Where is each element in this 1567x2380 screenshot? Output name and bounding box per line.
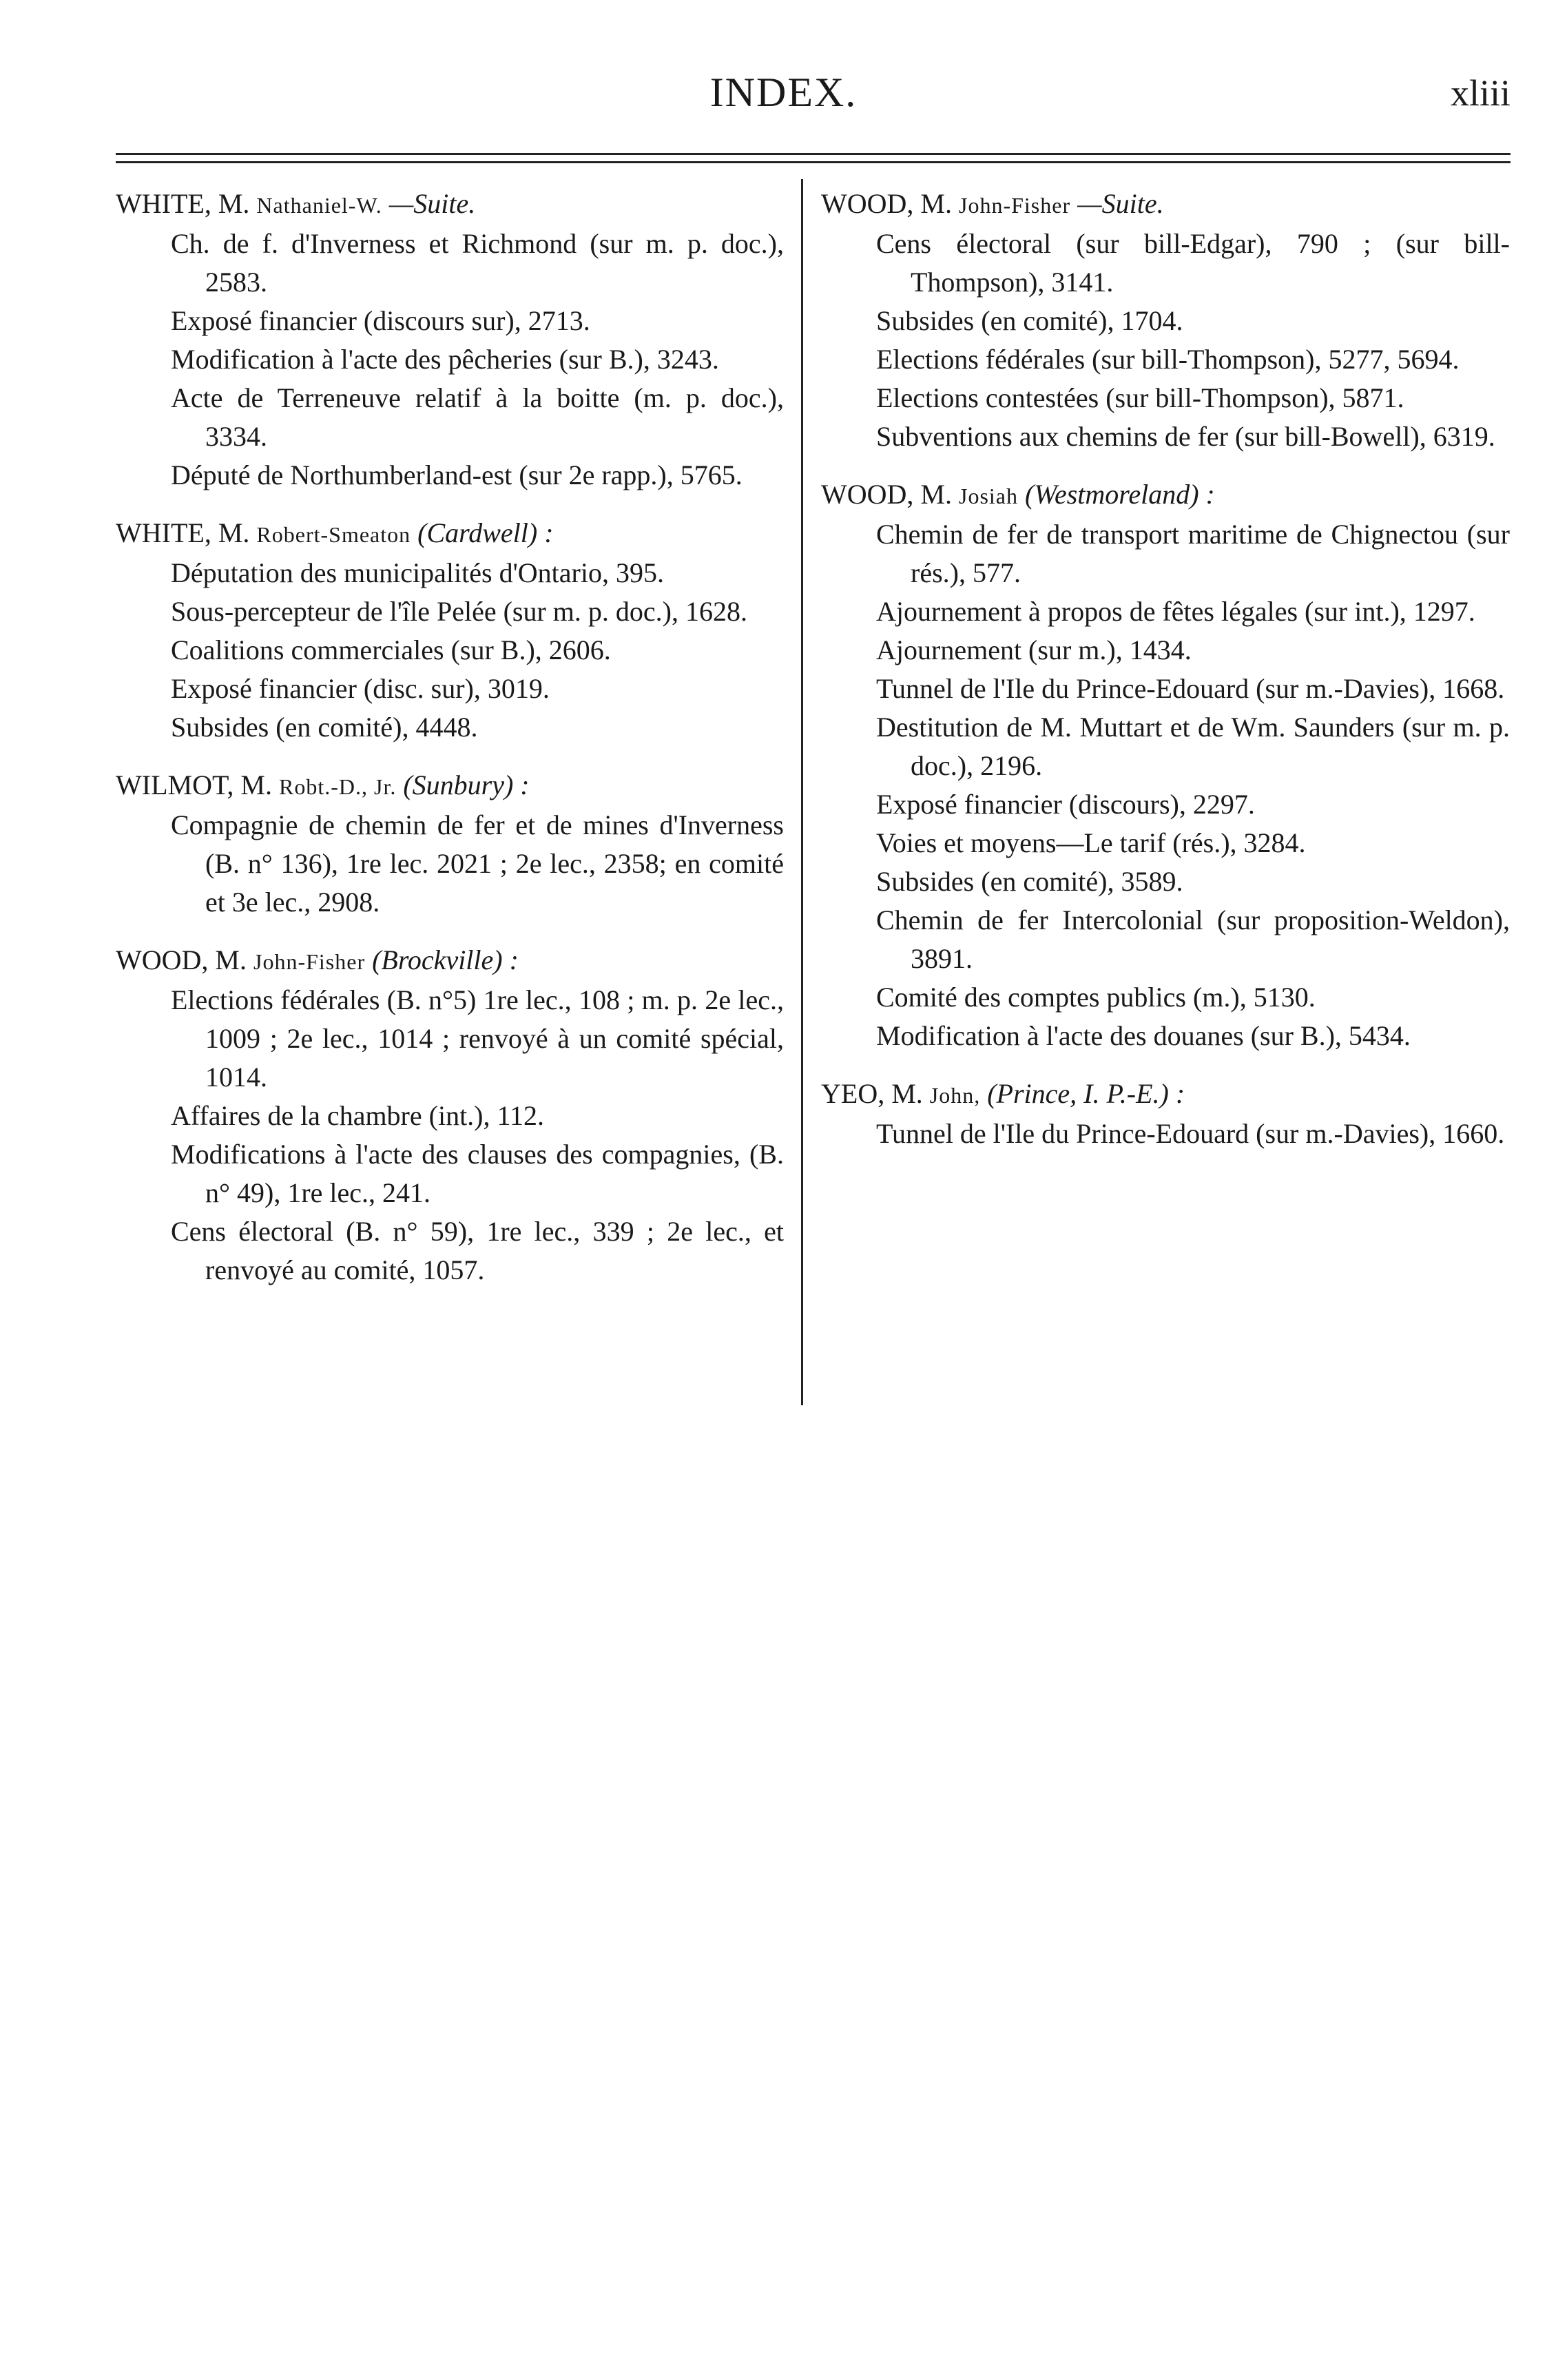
index-subentry: Exposé financier (disc. sur), 3019.: [171, 673, 550, 704]
index-entry: [116, 514, 784, 747]
index-subentry: Elections fédérales (sur bill-Thompson), 5277, 5694.: [876, 344, 1460, 375]
member-given-name: John-Fisher: [958, 193, 1071, 218]
index-subentry: Tunnel de l'Ile du Prince-Edouard (sur m.-Davies), 1668.: [876, 673, 1505, 704]
index-subentry: Cens électoral (B. n° 59), 1re lec., 339 ; 2e lec., et renvoyé au comité, 1057.: [171, 1216, 784, 1285]
member-riding: (Prince, I. P.-E.) :: [987, 1078, 1185, 1109]
index-entry: [821, 1075, 1510, 1153]
index-subentry: Subventions aux chemins de fer (sur bill-Bowell), 6319.: [876, 421, 1495, 452]
member-given-name: Robert-Smeaton: [256, 522, 411, 547]
member-given-name: John,: [929, 1083, 981, 1108]
index-subentry: Exposé financier (discours), 2297.: [876, 789, 1255, 820]
entry-heading: [821, 185, 1510, 225]
index-subentry: Modification à l'acte des douanes (sur B.), 5434.: [876, 1020, 1411, 1051]
index-subentry: Modifications à l'acte des clauses des compagnies, (B. n° 49), 1re lec., 241.: [171, 1139, 784, 1208]
entry-heading: [116, 185, 784, 225]
left-column: [116, 185, 784, 1309]
index-subentry: Tunnel de l'Ile du Prince-Edouard (sur m.-Davies), 1660.: [876, 1118, 1505, 1149]
member-name: WOOD, M.: [116, 944, 247, 975]
header-rule-top: [116, 153, 1511, 155]
index-subentry: Cens électoral (sur bill-Edgar), 790 ; (sur bill-Thompson), 3141.: [876, 228, 1510, 298]
index-subentry: Subsides (en comité), 1704.: [876, 305, 1183, 336]
index-subentry: Ch. de f. d'Inverness et Richmond (sur m. p. doc.), 2583.: [171, 228, 784, 298]
member-riding: (Brockville) :: [372, 944, 519, 975]
member-given-name: Josiah: [958, 484, 1018, 508]
entry-heading: [116, 514, 784, 554]
index-subentry: Coalitions commerciales (sur B.), 2606.: [171, 634, 611, 665]
member-riding: (Westmoreland) :: [1024, 479, 1215, 510]
index-subentry: Subsides (en comité), 3589.: [876, 866, 1183, 897]
index-subentry: Ajournement à propos de fêtes légales (sur int.), 1297.: [876, 596, 1475, 627]
member-name: WOOD, M.: [821, 188, 952, 219]
member-riding: (Cardwell) :: [417, 517, 554, 548]
index-subentry: Voies et moyens—Le tarif (rés.), 3284.: [876, 827, 1306, 858]
index-subentry: Modification à l'acte des pêcheries (sur B.), 3243.: [171, 344, 719, 375]
header-rule-bottom: [116, 161, 1511, 163]
index-subentry: Chemin de fer de transport maritime de Chignectou (sur rés.), 577.: [876, 519, 1510, 588]
index-subentry: Chemin de fer Intercolonial (sur proposition-Weldon), 3891.: [876, 904, 1510, 974]
index-subentry: Elections fédérales (B. n°5) 1re lec., 108 ; m. p. 2e lec., 1009 ; 2e lec., 1014 ; renvoyé à un comité spécial, 1014.: [171, 984, 784, 1093]
page-title: INDEX.: [709, 70, 858, 115]
member-name: WHITE, M.: [116, 188, 250, 219]
index-subentry: Affaires de la chambre (int.), 112.: [171, 1100, 545, 1131]
right-column: [821, 185, 1510, 1172]
page-number: xliii: [1450, 72, 1511, 114]
entry-heading: [821, 475, 1510, 515]
member-riding: —Suite.: [1077, 188, 1164, 219]
index-entry: [116, 941, 784, 1290]
member-given-name: Nathaniel-W.: [256, 193, 382, 218]
index-entry: [821, 185, 1510, 456]
index-entry: [116, 185, 784, 495]
index-subentry: Comité des comptes publics (m.), 5130.: [876, 982, 1316, 1013]
index-subentry: Ajournement (sur m.), 1434.: [876, 634, 1192, 665]
index-subentry: Acte de Terreneuve relatif à la boitte (m. p. doc.), 3334.: [171, 382, 784, 452]
index-subentry: Sous-percepteur de l'île Pelée (sur m. p. doc.), 1628.: [171, 596, 747, 627]
index-subentry: Subsides (en comité), 4448.: [171, 712, 478, 743]
index-entry: [116, 766, 784, 922]
member-riding: —Suite.: [388, 188, 476, 219]
entry-heading: [821, 1075, 1510, 1115]
index-entry: [821, 475, 1510, 1055]
index-subentry: Compagnie de chemin de fer et de mines d'Inverness (B. n° 136), 1re lec. 2021 ; 2e lec., 2358; en comité et 3e lec., 2908.: [171, 809, 784, 918]
entry-heading: [116, 941, 784, 981]
index-subentry: Elections contestées (sur bill-Thompson), 5871.: [876, 382, 1404, 413]
column-divider: [801, 179, 803, 1405]
entry-heading: [116, 766, 784, 806]
member-riding: (Sunbury) :: [403, 769, 530, 800]
member-name: WOOD, M.: [821, 479, 952, 510]
index-subentry: Destitution de M. Muttart et de Wm. Saunders (sur m. p. doc.), 2196.: [876, 712, 1510, 781]
member-given-name: John-Fisher: [253, 949, 366, 974]
member-name: WILMOT, M.: [116, 769, 272, 800]
member-given-name: Robt.-D., Jr.: [279, 774, 397, 799]
index-subentry: Député de Northumberland-est (sur 2e rapp.), 5765.: [171, 459, 743, 490]
member-name: YEO, M.: [821, 1078, 923, 1109]
member-name: WHITE, M.: [116, 517, 250, 548]
index-subentry: Députation des municipalités d'Ontario, 395.: [171, 557, 664, 588]
index-subentry: Exposé financier (discours sur), 2713.: [171, 305, 590, 336]
